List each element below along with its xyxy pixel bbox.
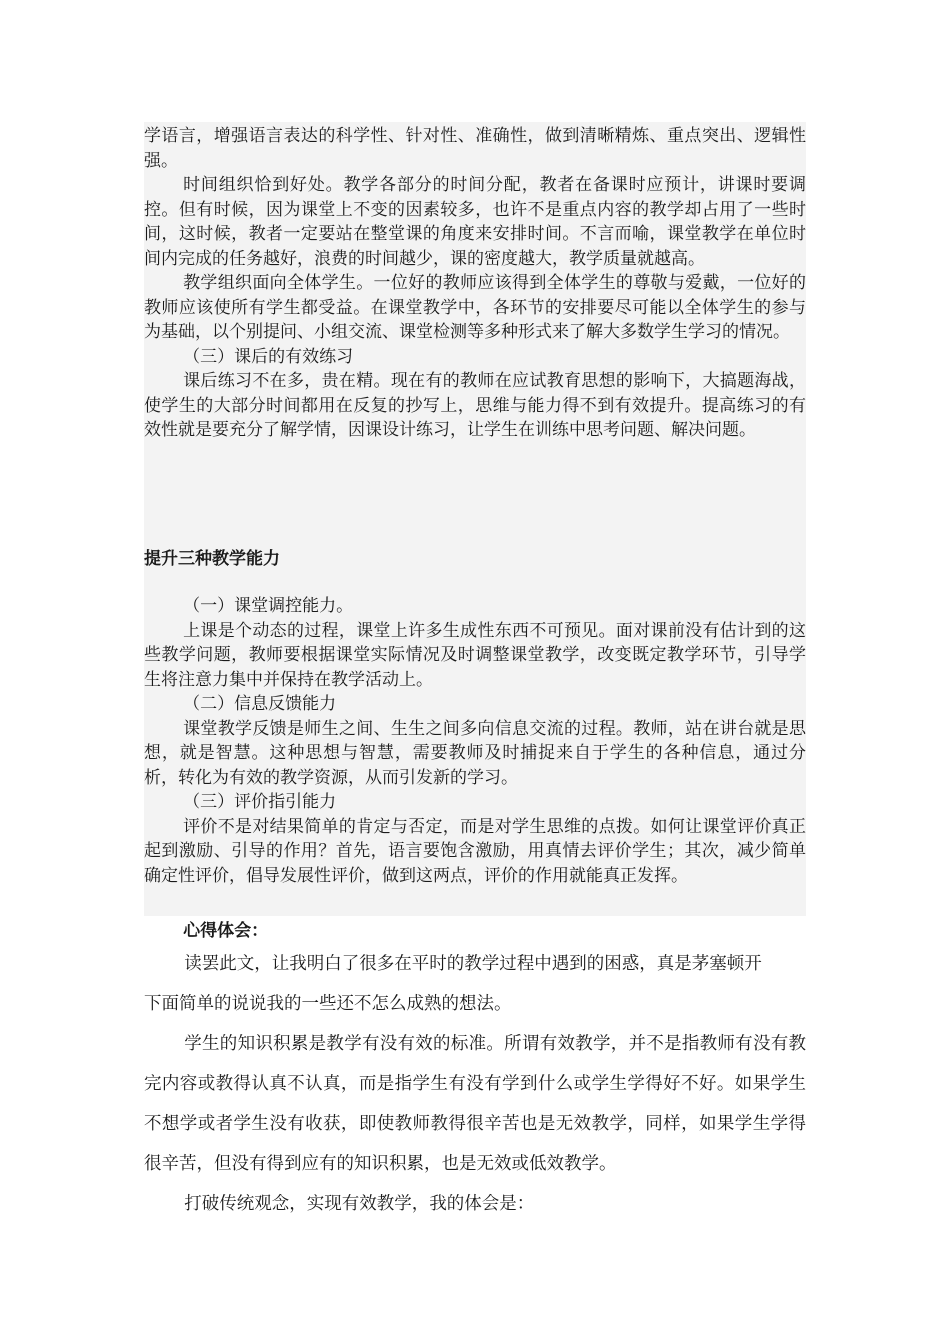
section-heading-three-abilities: 提升三种教学能力	[144, 549, 280, 569]
subheading-feedback: （二）信息反馈能力	[183, 694, 337, 714]
paragraph-break-tradition: 打破传统观念，实现有效教学，我的体会是：	[184, 1194, 535, 1214]
paragraph-feedback: 课堂教学反馈是师生之间、生生之间多向信息交流的过程。教师，站在讲台就是思想，就是智慧。这种思想与智慧，需要教师及时捕捉来自于学生的各种信息，通过分析，转化为有效的教学资源，从而引发新的学习。	[144, 718, 806, 788]
paragraph-classroom-control: 上课是个动态的过程，课堂上许多生成性东西不可预见。面对课前没有估计到的这些教学问题，教师要根据课堂实际情况及时调整课堂教学，改变既定教学环节，引导学生将注意力集中并保持在教学活动上。	[144, 620, 806, 690]
paragraph-evaluation: 评价不是对结果简单的肯定与否定，而是对学生思维的点拨。如何让课堂评价真正起到激励、引导的作用？首先，语言要饱含激励，用真情去评价学生；其次，减少简单确定性评价，倡导发展性评价，做到这两点，评价的作用就能真正发挥。	[144, 816, 806, 886]
paragraph-reflection-intro-cont: 下面简单的说说我的一些还不怎么成熟的想法。	[144, 994, 512, 1014]
section-reflections	[144, 918, 806, 1224]
paragraph-practice: 课后练习不在多，贵在精。现在有的教师在应试教育思想的影响下，大搞题海战，使学生的大部分时间都用在反复的抄写上，思维与能力得不到有效提升。提高练习的有效性就是要充分了解学情，因课设计练习，让学生在训练中思考问题、解决问题。	[144, 371, 806, 440]
section-heading-reflections: 心得体会：	[183, 921, 269, 941]
subheading-after-class-practice: （三）课后的有效练习	[183, 346, 354, 367]
section-effective-teaching	[144, 124, 806, 443]
paragraph-language: 学语言，增强语言表达的科学性、针对性、准确性，做到清晰精炼、重点突出、逻辑性强。	[144, 126, 806, 171]
subheading-classroom-control: （一）课堂调控能力。	[183, 596, 354, 616]
paragraph-reflection-intro: 读罢此文，让我明白了很多在平时的教学过程中遇到的困惑，真是茅塞顿开	[184, 954, 762, 974]
section-three-abilities	[144, 594, 806, 888]
section-three-abilities-heading-wrap	[144, 544, 806, 569]
paragraph-knowledge-accumulation: 学生的知识积累是教学有没有效的标准。所谓有效教学，并不是指教师有没有教完内容或教得认真不认真，而是指学生有没有学到什么或学生学得好不好。如果学生不想学或者学生没有收获，即使教师教得很辛苦也是无效教学，同样，如果学生学得很辛苦，但没有得到应有的知识积累，也是无效或低效教学。	[144, 1034, 806, 1174]
paragraph-time-organization: 时间组织恰到好处。教学各部分的时间分配，教者在备课时应预计，讲课时要调控。但有时候，因为课堂上不变的因素较多，也许不是重点内容的教学却占用了一些时间，这时候，教者一定要站在整堂课的角度来安排时间。不言而喻，课堂教学在单位时间内完成的任务越好，浪费的时间越少，课的密度越大，教学质量就越高。	[144, 175, 806, 269]
subheading-evaluation: （三）评价指引能力	[183, 792, 337, 812]
paragraph-all-students: 教学组织面向全体学生。一位好的教师应该得到全体学生的尊敬与爱戴，一位好的教师应该使所有学生都受益。在课堂教学中，各环节的安排要尽可能以全体学生的参与为基础，以个别提问、小组交流、课堂检测等多种形式来了解大多数学生学习的情况。	[144, 273, 806, 342]
